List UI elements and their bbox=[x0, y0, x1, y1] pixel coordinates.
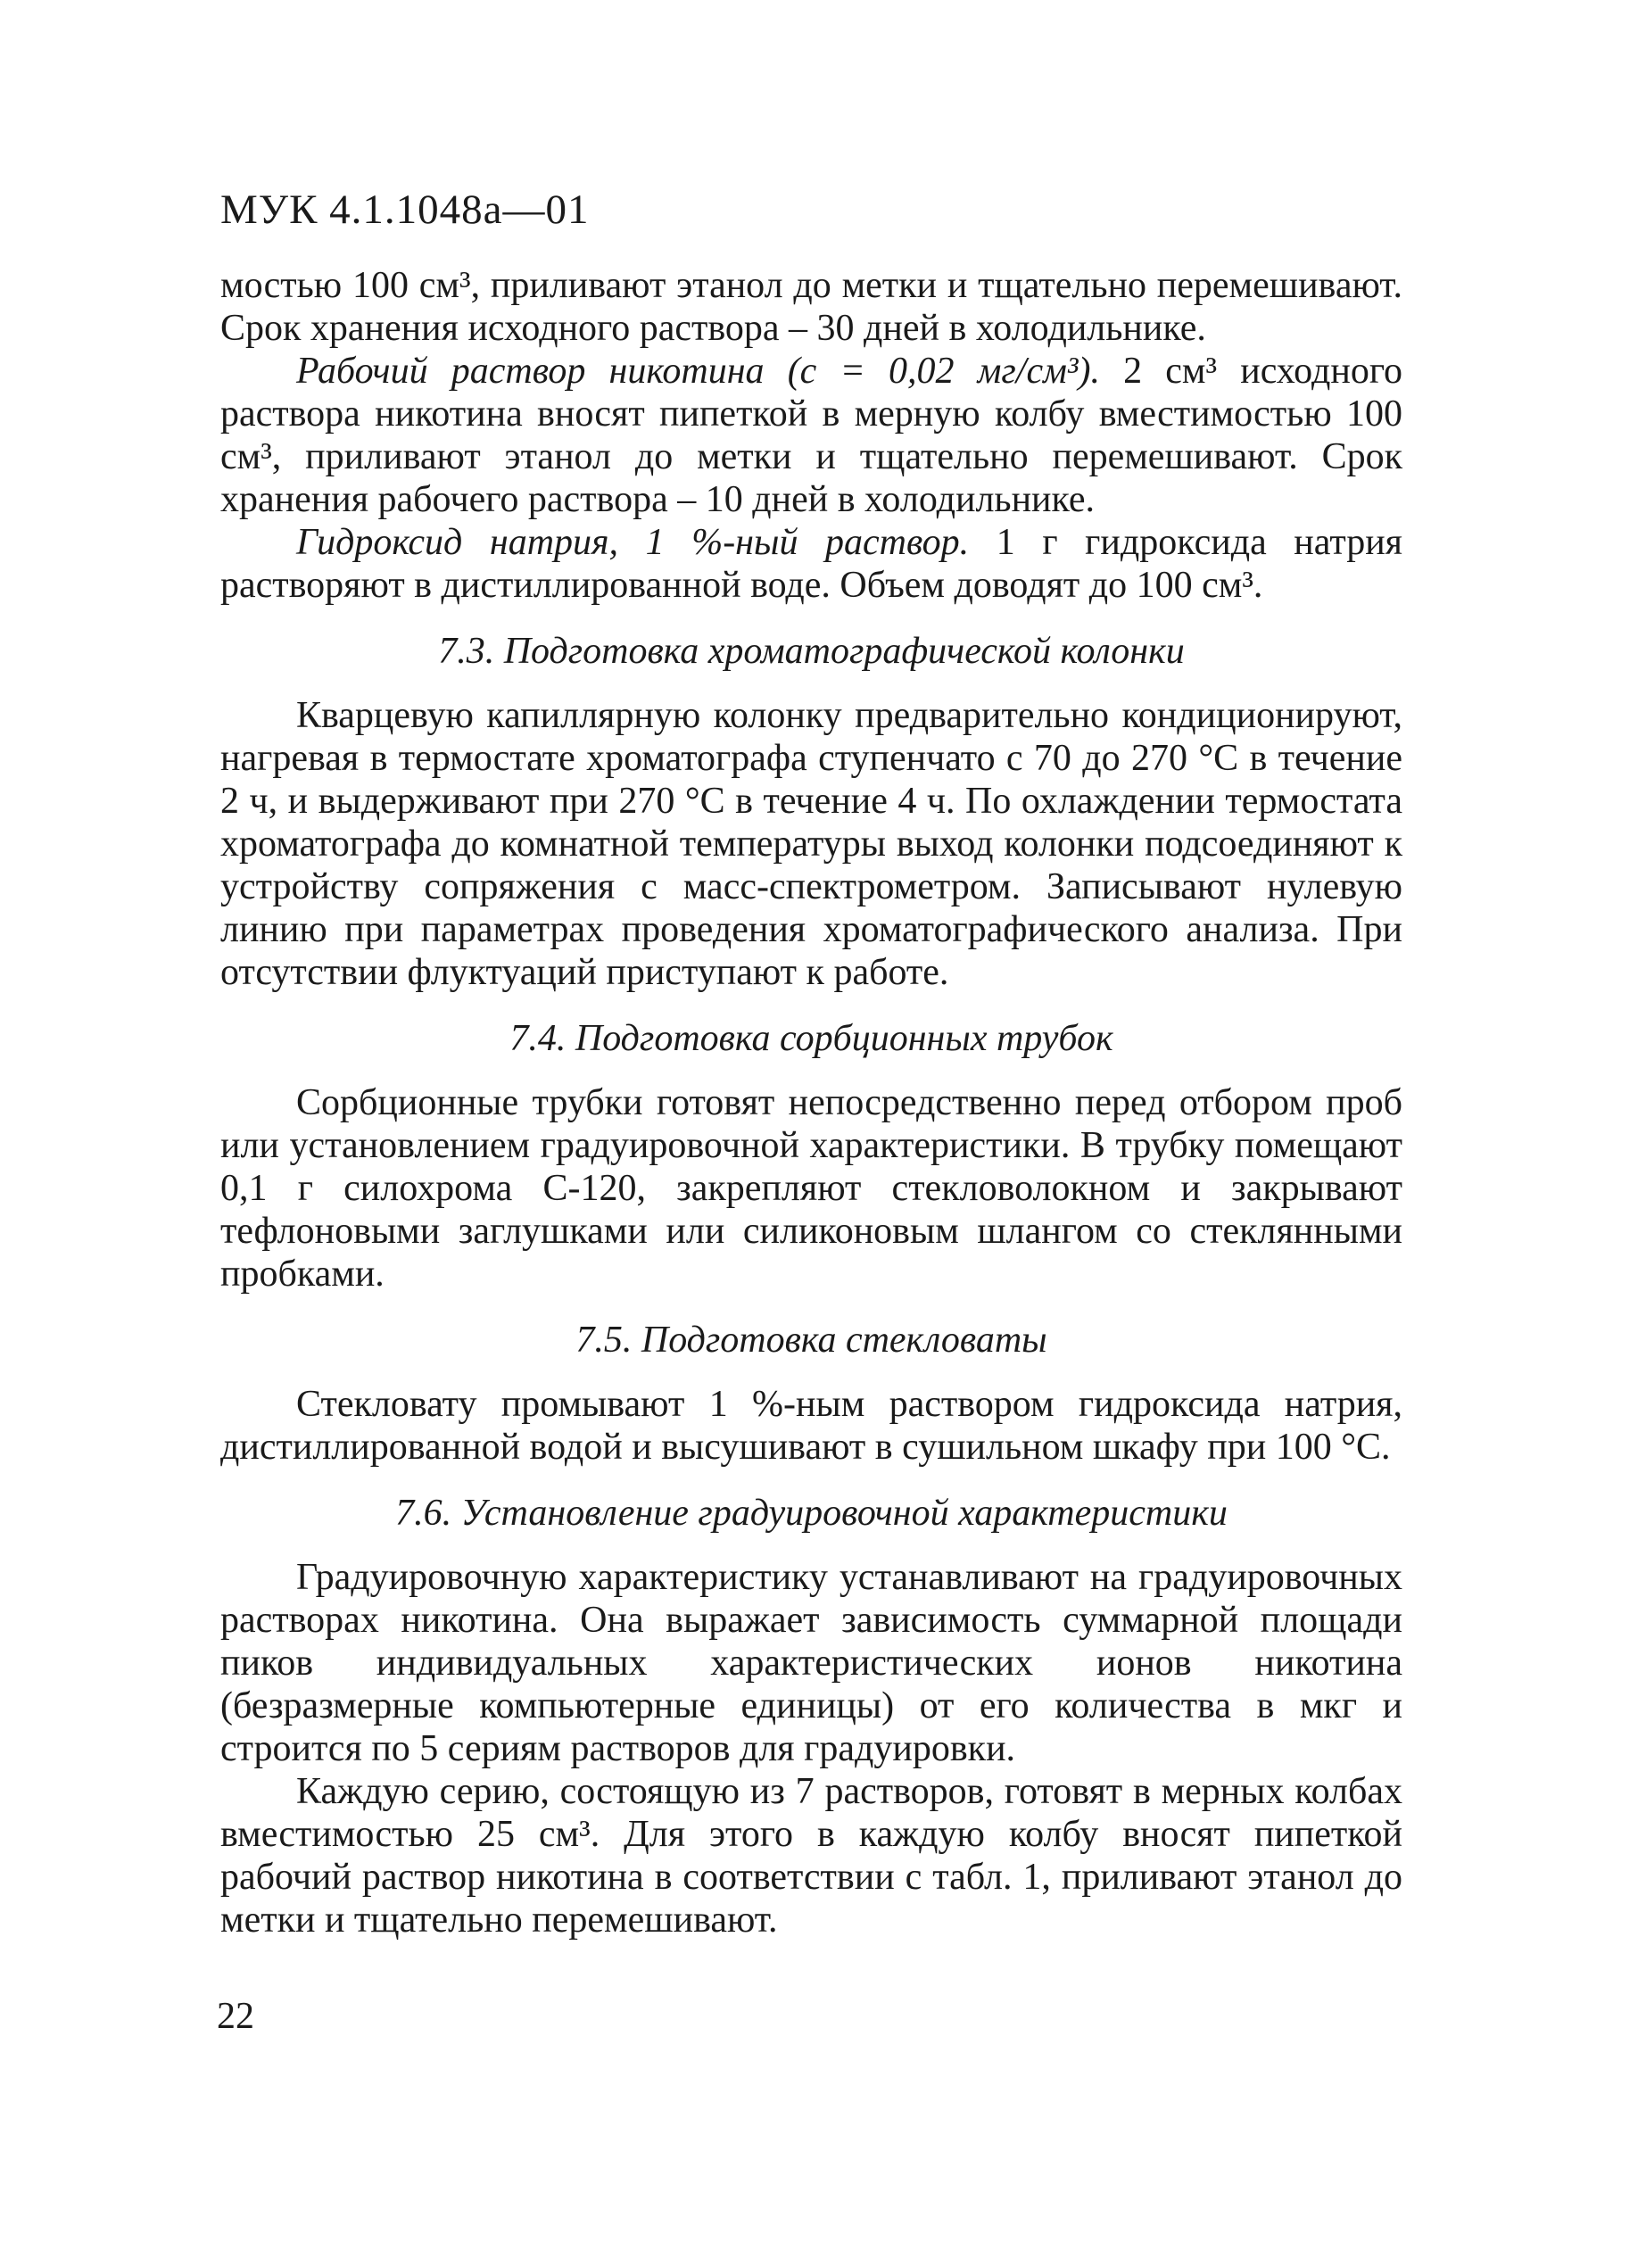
document-header: МУК 4.1.1048а—01 bbox=[220, 186, 590, 233]
paragraph: Градуировочную характеристику устанавливают на градуировочных растворах никотина. Она выражает зависимость суммарной площади пиков индивидуальных характеристических ионов никотина (безразмерные компьютерные единицы) от его количества в мкг и строится по 5 сериям растворов для градуировки. bbox=[220, 1557, 1402, 1769]
paragraph: мостью 100 см³, приливают этанол до метки и тщательно перемешивают. Срок хранения исходного раствора – 30 дней в холодильнике. bbox=[220, 265, 1402, 349]
paragraph: Кварцевую капиллярную колонку предварительно кондиционируют, нагревая в термостате хроматографа ступенчато с 70 до 270 °C в течение 2 ч, и выдерживают при 270 °C в течение 4 ч. По охлаждении термостата хроматографа до комнатной температуры выход колонки подсоединяют к устройству сопряжения с масс-спектрометром. Записывают нулевую линию при параметрах проведения хроматографического анализа. При отсутствии флуктуаций приступают к работе. bbox=[220, 695, 1402, 993]
paragraph: Стекловату промывают 1 %-ным раствором гидроксида натрия, дистиллированной водой и высушивают в сушильном шкафу при 100 °C. bbox=[220, 1384, 1402, 1468]
section-heading: 7.6. Установление градуировочной характеристики bbox=[395, 1493, 1228, 1534]
section-heading: 7.3. Подготовка хроматографической колонки bbox=[438, 631, 1185, 672]
section-heading: 7.5. Подготовка стекловаты bbox=[575, 1320, 1047, 1361]
section-heading: 7.4. Подготовка сорбционных трубок bbox=[509, 1018, 1113, 1059]
paragraph-text: 2 см³ исходного раствора никотина вносят пипеткой в мерную колбу вместимостью 100 см³, приливают этанол до метки и тщательно перемешивают. Срок хранения рабочего раствора – 10 дней в холодильнике. bbox=[220, 351, 1402, 520]
page-number: 22 bbox=[217, 1996, 254, 2037]
paragraph bbox=[220, 350, 1402, 521]
paragraph bbox=[220, 521, 1402, 607]
document-body bbox=[220, 264, 1402, 1941]
paragraph-label: Гидроксид натрия, 1 %-ный раствор. bbox=[296, 522, 970, 563]
paragraph: Сорбционные трубки готовят непосредственно перед отбором проб или установлением градуировочной характеристики. В трубку помещают 0,1 г силохрома С-120, закрепляют стекловолокном и закрывают тефлоновыми заглушками или силиконовым шлангом со стеклянными пробками. bbox=[220, 1082, 1402, 1295]
paragraph-label: Рабочий раствор никотина (c = 0,02 мг/см³). bbox=[296, 351, 1100, 392]
paragraph: Каждую серию, состоящую из 7 растворов, готовят в мерных колбах вместимостью 25 см³. Для этого в каждую колбу вносят пипеткой рабочий раствор никотина в соответствии с табл. 1, приливают этанол до метки и тщательно перемешивают. bbox=[220, 1771, 1402, 1941]
paragraph-text: 1 г гидроксида натрия растворяют в дистиллированной воде. Объем доводят до 100 см³. bbox=[220, 522, 1402, 606]
